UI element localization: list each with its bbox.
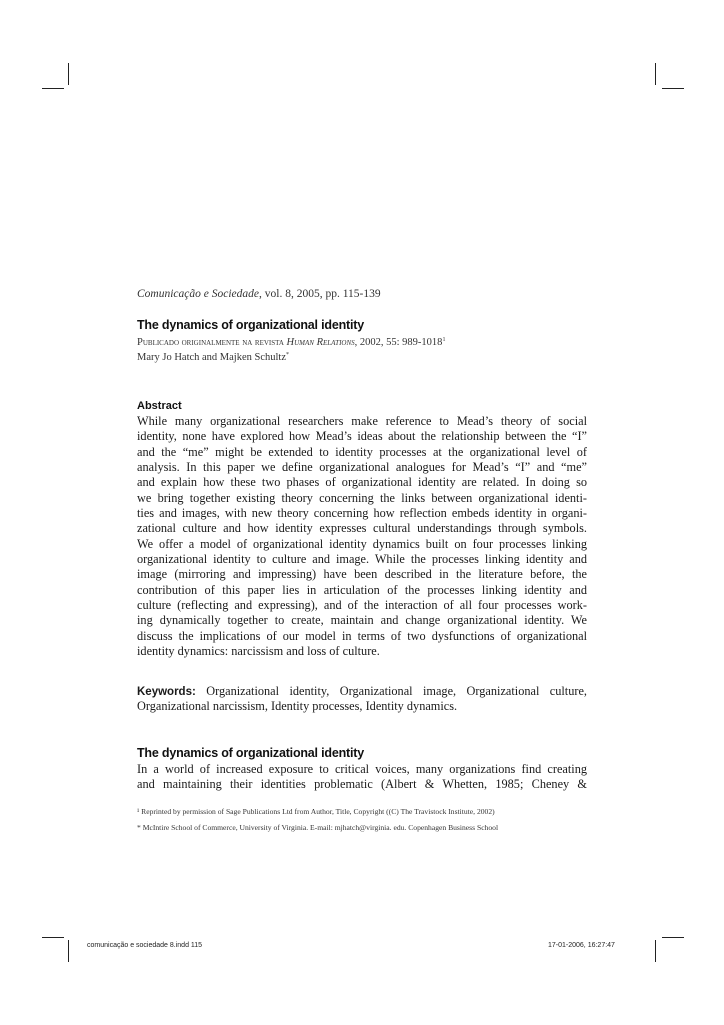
abstract-line: discuss the implications of our model in terms of two dysfunctions of organizational	[137, 628, 587, 643]
abstract-heading: Abstract	[137, 400, 182, 412]
journal-name: Comunicação e Sociedade	[137, 288, 259, 300]
authors	[137, 352, 289, 363]
abstract-line: organizational identity to culture and image. While the processes linking identity and	[137, 552, 587, 567]
abstract-line: and the “me” might be extended to identity processes at the organizational level of	[137, 444, 587, 459]
crop-mark-bl-h	[42, 937, 64, 938]
keywords-line-2: Organizational narcissism, Identity processes, Identity dynamics.	[137, 699, 458, 714]
section-line: and maintaining their identities problematic (Albert & Whetten, 1985; Cheney &	[137, 777, 587, 792]
author-names: Mary Jo Hatch and Majken Schultz	[137, 352, 287, 363]
abstract-line: and explain how these two phases of organizational identity are related. In doing so	[137, 475, 587, 490]
journal-volume: , vol. 8, 2005, pp. 115-139	[259, 288, 381, 300]
pub-rest: , 2002, 55: 989-1018	[354, 337, 443, 348]
abstract-line: ing dynamically together to create, maintain and change organizational identity. We	[137, 613, 587, 628]
abstract-line: zational culture and how identity expresses cultural understandings through symbols.	[137, 521, 587, 536]
abstract-line: identity, none have explored how Mead’s ideas about the relationship between the “I”	[137, 429, 587, 444]
abstract-text	[137, 414, 587, 660]
abstract-line: We offer a model of organizational identity dynamics built on four processes linking	[137, 536, 587, 551]
footnote-2: * McIntire School of Commerce, University of Virginia. E-mail: mjhatch@virginia. edu. Copenhagen Business School	[137, 823, 499, 832]
crop-mark-br-v	[655, 940, 656, 962]
crop-mark-tl-v	[68, 63, 69, 85]
abstract-line: we bring together existing theory concerning the links between organizational identi-	[137, 490, 587, 505]
pub-journal: Human Relations	[286, 337, 355, 348]
crop-mark-tr-h	[662, 88, 684, 89]
pub-footnote-mark: 1	[442, 337, 446, 343]
abstract-line: ties and images, with new theory concerning how reflection embeds identity in organi-	[137, 506, 587, 521]
pub-prefix: Publicado originalmente na revista	[137, 337, 284, 348]
publication-note	[137, 337, 445, 348]
author-footnote-mark: *	[286, 352, 290, 358]
footnote-1: ¹ Reprinted by permission of Sage Publications Ltd from Author, Title, Copyright ((C) The Travistock Institute, 2002)	[137, 807, 495, 816]
abstract-line: contribution of this paper lies in articulation of the processes linking identity and	[137, 582, 587, 597]
keywords-label: Keywords:	[137, 686, 196, 698]
article-title: The dynamics of organizational identity	[137, 318, 364, 332]
print-slug-file: comunicação e sociedade 8.indd 115	[87, 942, 203, 949]
abstract-line: While many organizational researchers make reference to Mead’s theory of social	[137, 414, 587, 428]
crop-mark-tl-h	[42, 88, 64, 89]
journal-citation	[137, 288, 381, 300]
print-slug-timestamp: 17-01-2006, 16:27:47	[548, 942, 615, 949]
section-heading: The dynamics of organizational identity	[137, 746, 364, 760]
crop-mark-tr-v	[655, 63, 656, 85]
keywords-list-1: Organizational identity, Organizational image, Organizational culture,	[195, 684, 587, 698]
crop-mark-bl-v	[68, 940, 69, 962]
keywords-line-1	[137, 684, 587, 699]
section-text	[137, 762, 587, 793]
abstract-line: identity dynamics: narcissism and loss of culture.	[137, 644, 380, 659]
section-line: In a world of increased exposure to critical voices, many organizations find creating	[137, 762, 587, 776]
abstract-line: culture (reflecting and expressing), and of the interaction of all four processes work-	[137, 598, 587, 613]
abstract-line: analysis. In this paper we define organizational analogues for Mead’s “I” and “me”	[137, 460, 587, 475]
abstract-line: image (mirroring and impressing) have been described in the literature before, the	[137, 567, 587, 582]
crop-mark-br-h	[662, 937, 684, 938]
keywords	[137, 684, 587, 715]
